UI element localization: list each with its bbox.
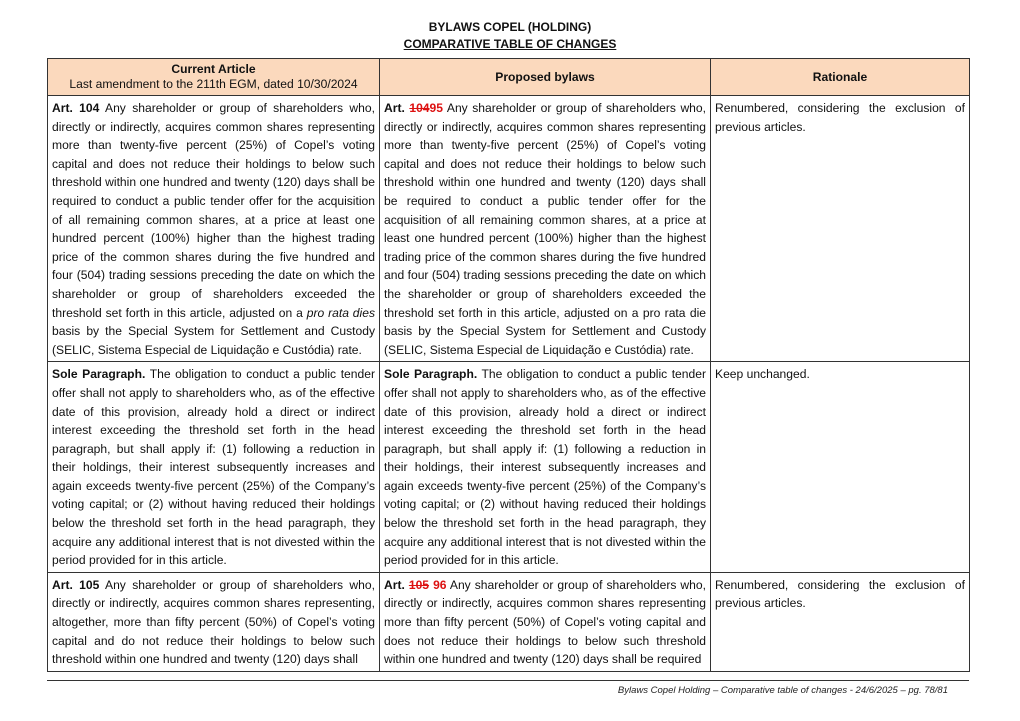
column-header-current — [48, 59, 380, 96]
article-italic-term: pro rata dies — [306, 305, 375, 320]
table-row — [48, 362, 970, 573]
page-footer: Bylaws Copel Holding – Comparative table of changes - 24/6/2025 – pg. 78/81 — [617, 685, 948, 696]
paragraph-label: Sole Paragraph. — [384, 367, 478, 382]
article-label: Art. 104 — [52, 101, 100, 115]
article-label: Art. — [384, 577, 405, 592]
current-article-subheading: Last amendment to the 211th EGM, dated 10/30/2024 — [69, 77, 358, 91]
rationale-cell: Renumbered, considering the exclusion of previous articles. — [711, 572, 970, 671]
new-article-number: 96 — [433, 577, 447, 592]
current-article-cell — [48, 96, 380, 362]
document-title: BYLAWS COPEL (HOLDING) — [428, 20, 592, 34]
deleted-article-number: 104 — [409, 101, 430, 115]
table-row — [48, 96, 970, 362]
deleted-article-number: 105 — [408, 577, 430, 592]
table-header-row — [48, 59, 970, 96]
current-article-cell — [48, 572, 380, 671]
proposed-article-cell — [380, 572, 711, 671]
rationale-cell: Keep unchanged. — [711, 362, 970, 573]
article-text: The obligation to conduct a public tender offer shall not apply to shareholders who, as of the effective date of this provision, already hold a direct or indirect interest exceeding the threshold set forth in the head paragraph, but shall apply if: (1) following a reduction in their holdings, their interest subsequently increases and again exceeds twenty-five percent (25%) of the Company’s voting capital; or (2) without having reduced their holdings below the threshold set forth in the head paragraph, they acquire any additional interest that is not divested within the period provided for in this article. — [52, 367, 375, 568]
article-text: Any shareholder or group of shareholders who, directly or indirectly, acquires common shares representing more than fifty percent (50%) of Copel’s voting capital and does not reduce their holdings to below such threshold within one hundred and twenty (120) days shall be required — [384, 577, 706, 667]
proposed-article-cell — [380, 362, 711, 573]
article-text: Any shareholder or group of shareholders who, directly or indirectly, acquires common shares representing more than twenty-five percent (25%) of Copel’s voting capital and does not reduce their holdings to below such threshold within one hundred and twenty (120) days shall be required to conduct a public tender offer for the acquisition of all remaining common shares, at a price at least one hundred percent (100%) higher than the highest trading price of the common shares during the five hundred and four (504) trading sessions preceding the date on which the shareholder or group of shareholders exceeded the threshold set forth in this article, adjusted on a pro rata die basis by the Special System for Settlement and Custody (SELIC, Sistema Especial de Liquidação e Custódia) rate. — [384, 101, 706, 357]
new-article-number: 95 — [429, 101, 443, 115]
article-text: The obligation to conduct a public tender offer shall not apply to shareholders who, as of the effective date of this provision, already hold a direct or indirect interest exceeding the threshold set forth in the head paragraph, but shall apply if: (1) following a reduction in their holdings, their interest subsequently increases and again exceeds twenty-five percent (25%) of the Company’s voting capital; or (2) without having reduced their holdings below the threshold set forth in the head paragraph, they acquire any additional interest that is not divested within the period provided for in this article. — [384, 367, 706, 568]
current-article-heading: Current Article — [171, 62, 256, 76]
comparison-table — [47, 58, 970, 672]
article-text: Any shareholder or group of shareholders who, directly or indirectly, acquires common shares representing more than twenty-five percent (25%) of Copel’s voting capital and does not reduce their holdings to below such threshold within one hundred and twenty (120) days shall be required to conduct a public tender offer for the acquisition of all remaining common shares, at a price at least one hundred percent (100%) higher than the highest trading price of the common shares during the five hundred and four (504) trading sessions preceding the date on which the shareholder or group of shareholders exceeded the threshold set forth in this article, adjusted on a — [52, 101, 375, 320]
document-subtitle: COMPARATIVE TABLE OF CHANGES — [403, 37, 617, 51]
current-article-cell — [48, 362, 380, 573]
column-header-proposed: Proposed bylaws — [380, 59, 711, 96]
article-label: Art. 105 — [52, 577, 100, 592]
article-label: Art. — [384, 101, 405, 115]
rationale-cell: Renumbered, considering the exclusion of previous articles. — [711, 96, 970, 362]
column-header-rationale: Rationale — [711, 59, 970, 96]
article-text: Any shareholder or group of shareholders who, directly or indirectly, acquires common shares representing, altogether, more than fifty percent (50%) of Copel’s voting capital and do not reduce their holdings to below such threshold within one hundred and twenty (120) days shall — [52, 577, 375, 667]
paragraph-label: Sole Paragraph. — [52, 367, 146, 382]
proposed-article-cell — [380, 96, 711, 362]
footer-divider — [47, 680, 969, 681]
article-text-continued: basis by the Special System for Settlement and Custody (SELIC, Sistema Especial de Liquidação e Custódia) rate. — [52, 324, 375, 357]
table-row — [48, 572, 970, 671]
